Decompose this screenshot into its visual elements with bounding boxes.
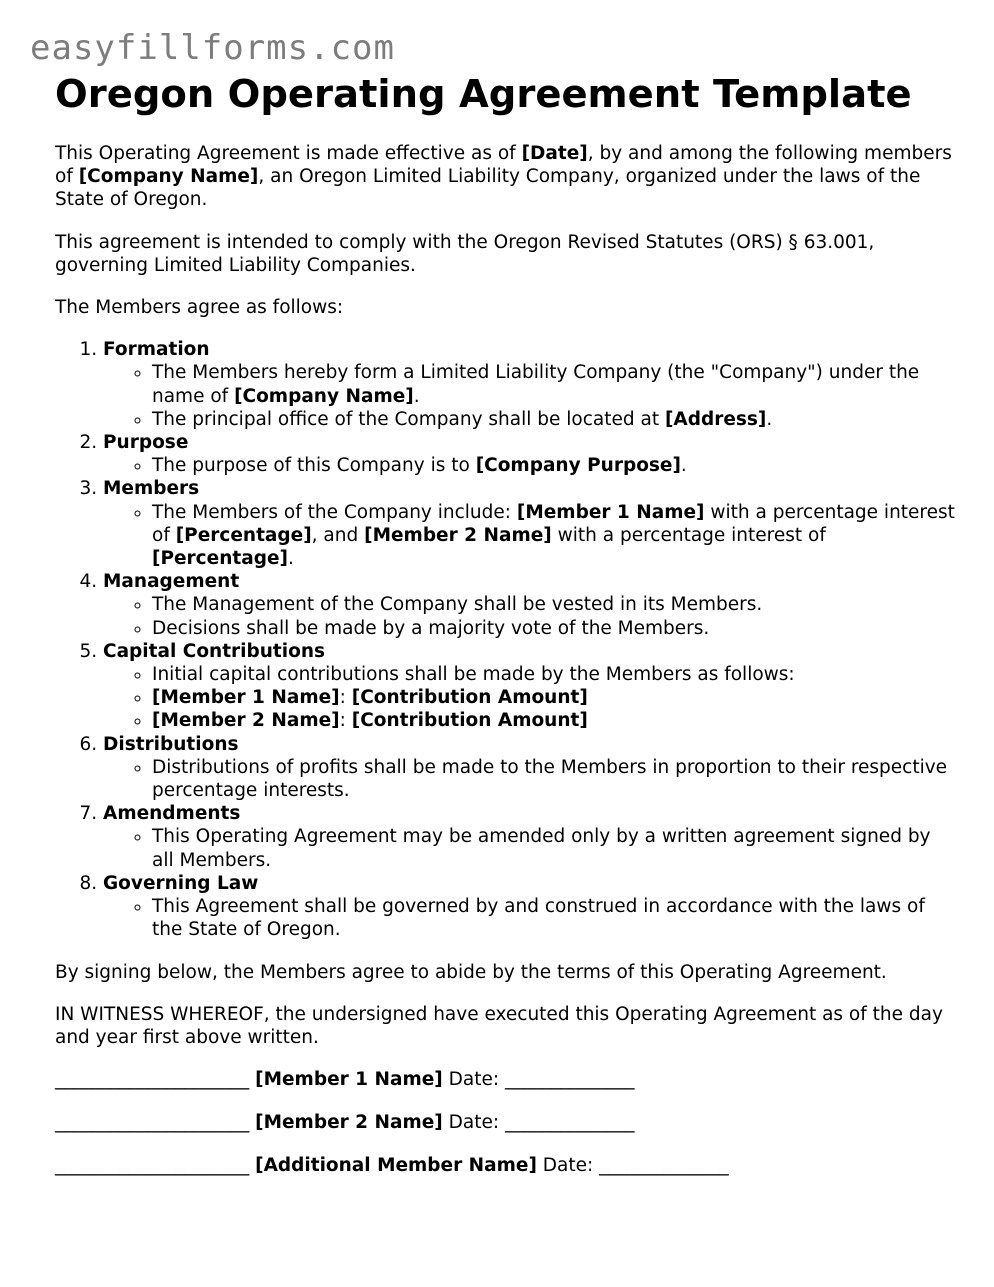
section-6 bbox=[103, 733, 955, 803]
item-text: . bbox=[680, 455, 687, 477]
intro-text: , an Oregon Limited Liability Company, organized under the laws of the State of Oregon. bbox=[55, 166, 921, 211]
section-items bbox=[103, 454, 955, 477]
item-text: The Management of the Company shall be vested in its Members. bbox=[152, 594, 763, 616]
section-item bbox=[152, 361, 955, 407]
section-title: Members bbox=[103, 478, 200, 500]
date-placeholder: [Date] bbox=[521, 143, 588, 164]
agreement-lead-in: The Members agree as follows: bbox=[55, 297, 344, 319]
section-title: Purpose bbox=[103, 432, 189, 454]
section-title: Amendments bbox=[103, 803, 241, 825]
section-items bbox=[103, 361, 955, 431]
section-item bbox=[152, 709, 955, 732]
document bbox=[55, 72, 955, 1196]
item-text: The Members hereby form a Limited Liability Company (the "Company") under the name of bbox=[152, 362, 920, 407]
section-title: Capital Contributions bbox=[103, 640, 326, 662]
placeholder-field: [Company Name] bbox=[234, 385, 414, 407]
date-label: Date: bbox=[536, 1154, 600, 1176]
placeholder-field: [Address] bbox=[664, 408, 767, 430]
section-1 bbox=[103, 338, 955, 431]
item-text: with a percentage interest of bbox=[551, 524, 826, 546]
sections-list bbox=[55, 338, 955, 941]
section-items bbox=[103, 895, 955, 941]
placeholder-field: [Member 1 Name] bbox=[516, 501, 705, 523]
section-item bbox=[152, 617, 955, 640]
section-item bbox=[152, 454, 955, 477]
placeholder-field: [Percentage] bbox=[175, 524, 312, 546]
intro-paragraph bbox=[55, 142, 955, 212]
signature-line: _____________________ bbox=[55, 1111, 256, 1133]
item-text: , and bbox=[311, 524, 365, 546]
section-items bbox=[103, 501, 955, 571]
section-2 bbox=[103, 431, 955, 477]
date-line: ______________ bbox=[504, 1111, 635, 1133]
section-7 bbox=[103, 802, 955, 872]
section-item bbox=[152, 501, 955, 571]
item-text: The purpose of this Company is to bbox=[152, 455, 476, 477]
signer-name: [Member 1 Name] bbox=[255, 1069, 443, 1091]
date-line: ______________ bbox=[504, 1069, 635, 1091]
item-text: . bbox=[287, 548, 294, 570]
section-item bbox=[152, 895, 955, 941]
item-text: : bbox=[339, 710, 352, 732]
signature-row bbox=[55, 1111, 955, 1134]
watermark: easyfillforms.com bbox=[30, 28, 395, 68]
section-title: Formation bbox=[103, 339, 210, 361]
item-text: Decisions shall be made by a majority vote of the Members. bbox=[152, 617, 710, 639]
date-label: Date: bbox=[442, 1069, 505, 1091]
section-item bbox=[152, 663, 955, 686]
item-text: The Members of the Company include: bbox=[152, 501, 517, 523]
section-items bbox=[103, 825, 955, 871]
intro-text: This Operating Agreement is made effective as of bbox=[55, 143, 522, 164]
section-items bbox=[103, 593, 955, 639]
item-text: with a percentage interest of bbox=[152, 501, 955, 546]
item-text: Initial capital contributions shall be made by the Members as follows: bbox=[152, 664, 795, 686]
placeholder-field: [Member 2 Name] bbox=[364, 524, 552, 546]
section-4 bbox=[103, 570, 955, 640]
compliance-paragraph: This agreement is intended to comply with the Oregon Revised Statutes (ORS) § 63.001, governing Limited Liability Companies. bbox=[55, 231, 875, 276]
section-title: Governing Law bbox=[103, 872, 259, 894]
signature-line: _____________________ bbox=[55, 1069, 256, 1091]
signature-row bbox=[55, 1068, 955, 1091]
item-text: This Agreement shall be governed by and construed in accordance with the laws of the State of Oregon. bbox=[152, 896, 925, 941]
item-text: This Operating Agreement may be amended only by a written agreement signed by all Members. bbox=[152, 826, 931, 871]
section-item bbox=[152, 408, 955, 431]
section-5 bbox=[103, 640, 955, 733]
signature-line: _____________________ bbox=[55, 1154, 256, 1176]
section-3 bbox=[103, 477, 955, 570]
section-8 bbox=[103, 872, 955, 942]
section-items bbox=[103, 663, 955, 733]
signer-name: [Additional Member Name] bbox=[255, 1154, 537, 1176]
signature-block bbox=[55, 1068, 955, 1177]
date-line: ______________ bbox=[599, 1154, 729, 1176]
item-text: . bbox=[413, 385, 420, 407]
section-title: Distributions bbox=[103, 733, 239, 755]
item-text: . bbox=[766, 408, 773, 430]
page-title: Oregon Operating Agreement Template bbox=[55, 72, 912, 117]
section-title: Management bbox=[103, 571, 240, 593]
placeholder-field: [Member 1 Name] bbox=[152, 687, 340, 709]
placeholder-field: [Percentage] bbox=[152, 548, 288, 570]
company-name-placeholder: [Company Name] bbox=[78, 166, 259, 188]
date-label: Date: bbox=[442, 1111, 505, 1133]
signature-row bbox=[55, 1154, 955, 1177]
section-item bbox=[152, 686, 955, 709]
item-text: The principal office of the Company shall be located at bbox=[152, 408, 665, 430]
section-items bbox=[103, 756, 955, 802]
placeholder-field: [Contribution Amount] bbox=[351, 710, 588, 732]
item-text: : bbox=[339, 687, 352, 709]
closing-paragraph: By signing below, the Members agree to abide by the terms of this Operating Agreement. bbox=[55, 961, 887, 983]
section-item bbox=[152, 756, 955, 802]
intro-text: , by and among the following members of bbox=[55, 143, 952, 188]
placeholder-field: [Contribution Amount] bbox=[351, 687, 588, 709]
section-item bbox=[152, 825, 955, 871]
section-item bbox=[152, 593, 955, 616]
placeholder-field: [Company Purpose] bbox=[475, 455, 681, 477]
placeholder-field: [Member 2 Name] bbox=[152, 710, 340, 732]
signer-name: [Member 2 Name] bbox=[255, 1111, 443, 1133]
item-text: Distributions of profits shall be made to the Members in proportion to their respective percentage interests. bbox=[152, 756, 948, 802]
witness-paragraph: IN WITNESS WHEREOF, the undersigned have executed this Operating Agreement as of the day and year first above written. bbox=[55, 1003, 943, 1048]
